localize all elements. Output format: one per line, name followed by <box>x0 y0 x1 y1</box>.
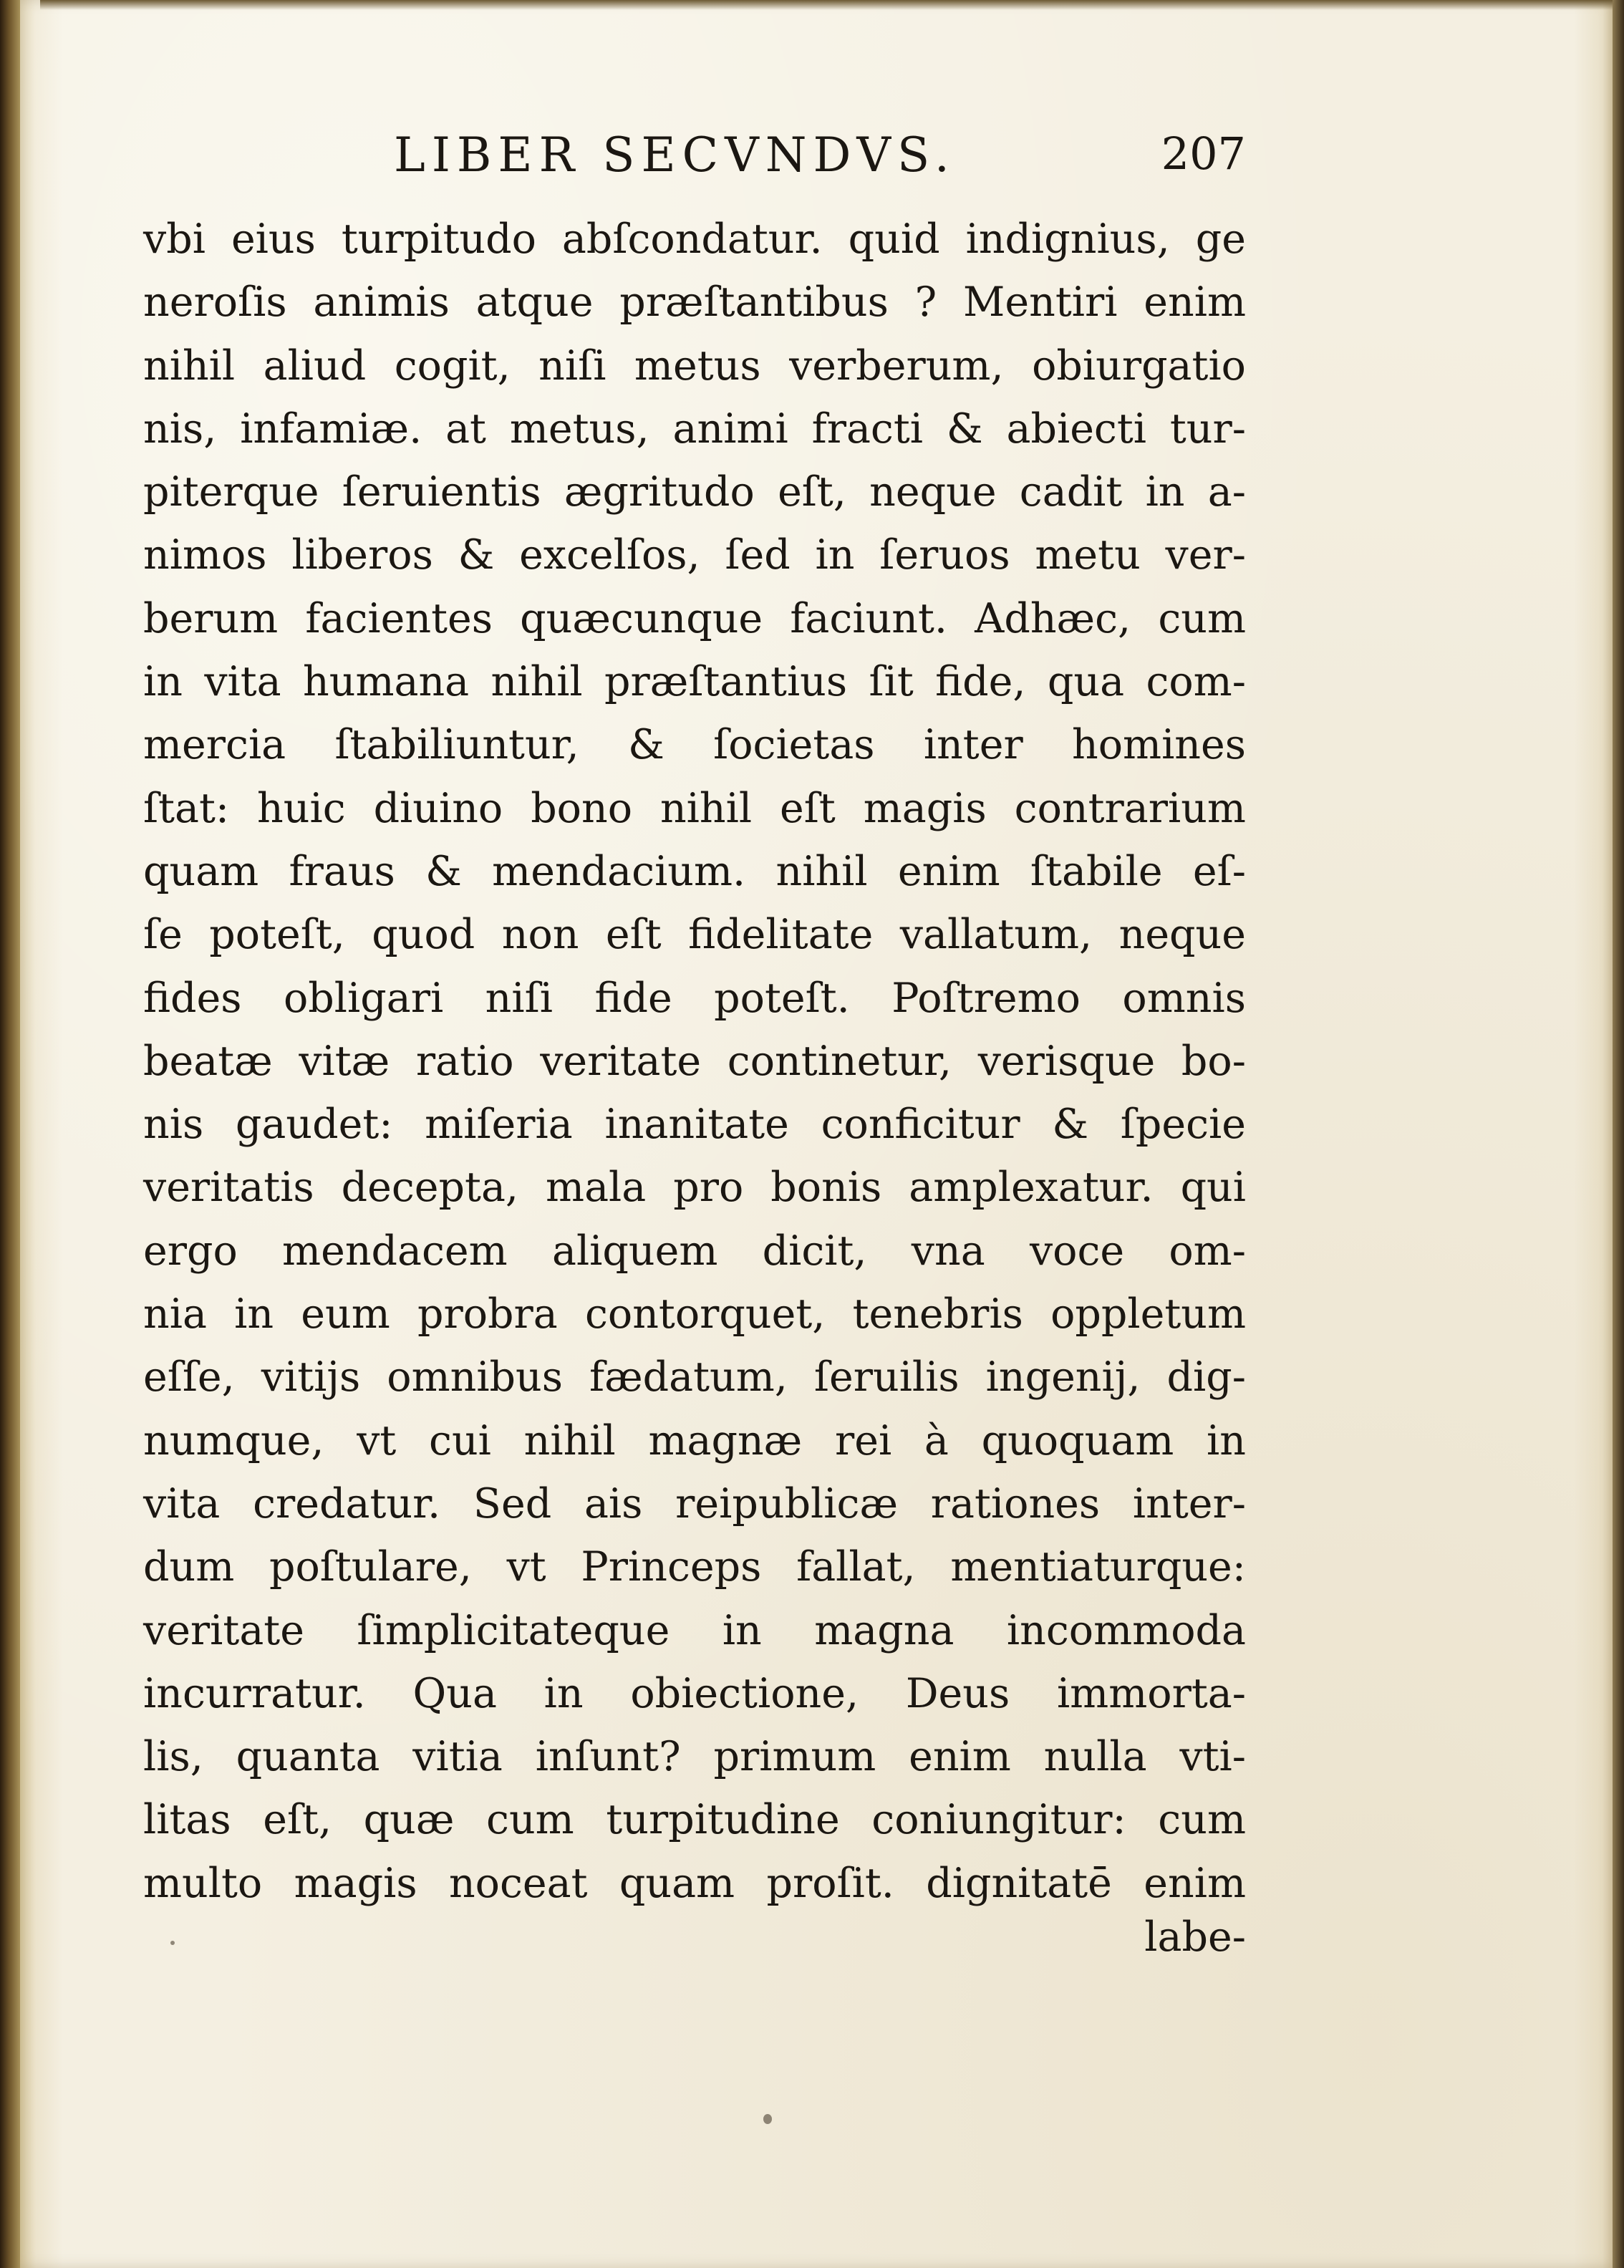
book-binding-edge <box>0 0 20 2268</box>
text-line: in vita humana nihil præſtantius ſit fide, qua com- <box>143 658 1246 706</box>
body-text <box>143 208 1246 1915</box>
text-line: multo magis noceat quam proſit. dignitatē enim <box>143 1859 1246 1907</box>
page-right-edge <box>1613 0 1624 2268</box>
text-line: beatæ vitæ ratio veritate continetur, verisque bo- <box>143 1037 1246 1085</box>
text-line: dum poſtulare, vt Princeps fallat, mentiaturque: <box>143 1543 1246 1591</box>
text-line: quam fraus & mendacium. nihil enim ſtabile eſ- <box>143 847 1246 895</box>
running-head: LIBER SECVNDVS. <box>394 127 956 183</box>
text-line: nihil aliud cogit, niſi metus verberum, obiurgatio <box>143 342 1246 390</box>
text-line: nis, infamiæ. at metus, animi fracti & abiecti tur- <box>143 405 1246 453</box>
text-line: incurratur. Qua in obiectione, Deus immorta- <box>143 1669 1246 1717</box>
text-line: nimos liberos & excelſos, ſed in ſeruos metu ver- <box>143 531 1246 579</box>
text-line: berum facientes quæcunque faciunt. Adhæc, cum <box>143 594 1246 642</box>
text-line: eſſe, vitijs omnibus fædatum, ſeruilis ingenij, dig- <box>143 1353 1246 1401</box>
text-line: mercia ſtabiliuntur, & ſocietas inter homines <box>143 721 1246 769</box>
text-line: veritatis decepta, mala pro bonis amplexatur. qui <box>143 1164 1246 1212</box>
text-line: numque, vt cui nihil magnæ rei à quoquam in <box>143 1417 1246 1464</box>
paper-speck <box>170 1941 175 1945</box>
text-line: veritate ſimplicitateque in magna incommoda <box>143 1606 1246 1654</box>
text-line: vita credatur. Sed ais reipublicæ rationes inter- <box>143 1480 1246 1528</box>
text-line: piterque ſeruientis ægritudo eſt, neque cadit in a- <box>143 468 1246 516</box>
text-line: ſe poteſt, quod non eſt fidelitate vallatum, neque <box>143 911 1246 959</box>
text-line: litas eſt, quæ cum turpitudine coniungitur: cum <box>143 1796 1246 1844</box>
page-header <box>143 122 1246 193</box>
paper-speck <box>763 2114 772 2124</box>
text-line: nis gaudet: miſeria inanitate conficitur & ſpecie <box>143 1101 1246 1149</box>
text-line: neroſis animis atque præſtantibus ? Mentiri enim <box>143 279 1246 327</box>
text-line: ſtat: huic diuino bono nihil eſt magis contrarium <box>143 784 1246 832</box>
text-line: fides obligari niſi fide poteſt. Poſtremo omnis <box>143 974 1246 1022</box>
page-top-shadow <box>40 0 1624 10</box>
text-line: vbi eius turpitudo abſcondatur. quid indignius, ge <box>143 216 1246 263</box>
catchword: labe- <box>1144 1914 1246 1961</box>
text-line: nia in eum probra contorquet, tenebris oppletum <box>143 1290 1246 1338</box>
page-number: 207 <box>1161 127 1246 180</box>
text-line: ergo mendacem aliquem dicit, vna voce om- <box>143 1227 1246 1275</box>
text-line: lis, quanta vitia inſunt? primum enim nulla vti- <box>143 1733 1246 1781</box>
